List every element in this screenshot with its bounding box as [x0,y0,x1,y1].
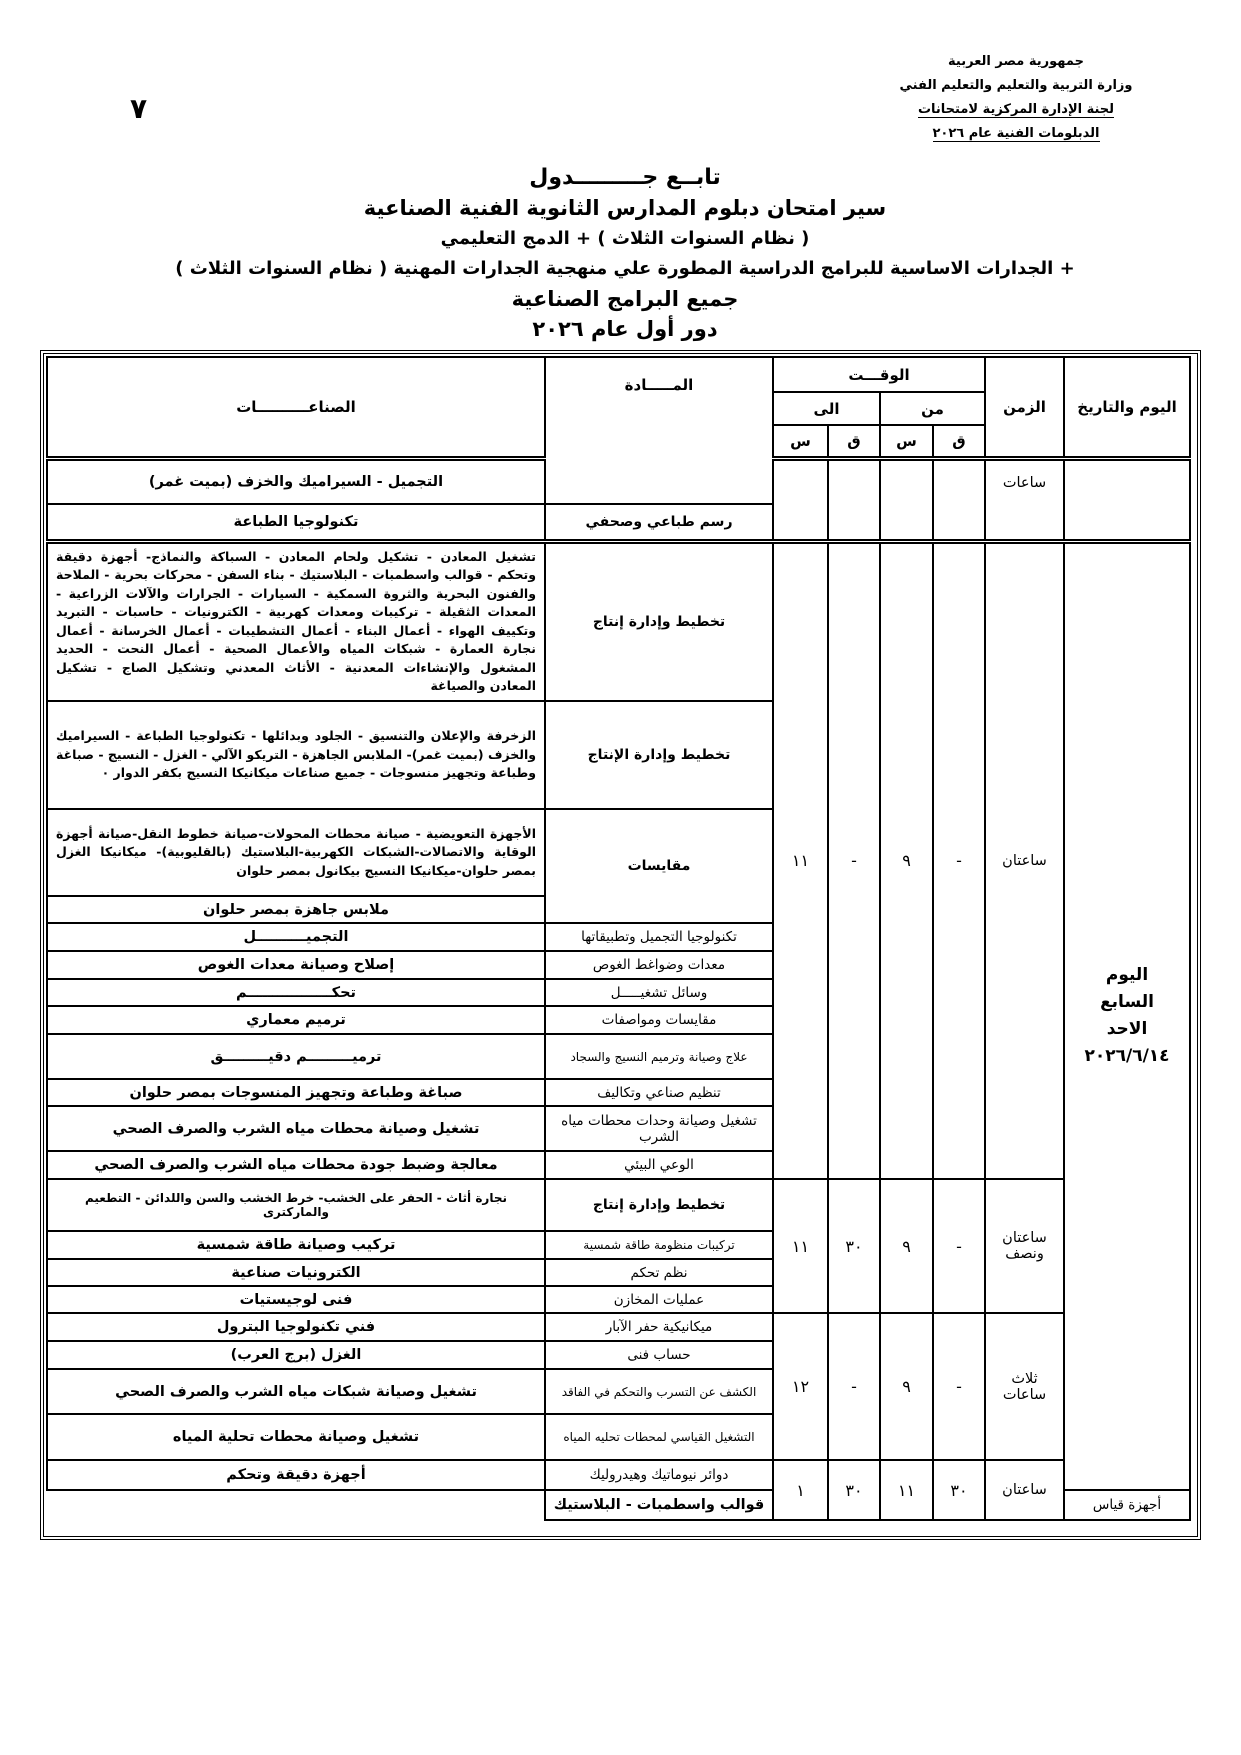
subject-cell: وسائل تشغيـــــل [545,979,773,1006]
industries-cell: الأجهزة التعويضية - صيانة محطات المحولات-صيانة خطوط النقل-صيانة أجهزة الوقاية والاتصالات-الشبكات الكهربية-البلاستيك (بالقليوبية)- ميكانيكا الغزل بمصر حلوان-ميكانيكا النسيج بيكانول بمصر حلوان [47,809,545,896]
industries-cell: تشغيل وصيانة محطات مياه الشرب والصرف الصحي [47,1106,545,1151]
subject-cell: الكشف عن التسرب والتحكم في الفاقد [545,1369,773,1414]
from-q-cell: - [933,1313,985,1460]
col-header-to-s: س [773,425,828,458]
to-s-cell: ١ [773,1460,828,1520]
day-label: اليوم [1105,965,1149,986]
industries-cell: تشغيل وصيانة شبكات مياه الشرب والصرف الصحي [47,1369,545,1414]
title-system: ( نظام السنوات الثلاث ) + الدمج التعليمي [440,228,810,249]
from-s-cell: ٩ [880,541,933,1179]
to-s-cell: ١٢ [773,1313,828,1460]
weekday: الاحد [1106,1019,1148,1040]
col-header-to: الى [773,392,880,425]
subject-cell: مقايسات ومواصفات [545,1006,773,1034]
industries-cell: صباغة وطباعة وتجهيز المنسوجات بمصر حلوان [47,1079,545,1106]
from-q-cell: - [933,541,985,1179]
subject-cell: تخطيط وإدارة إنتاج [545,541,773,701]
subject-cell: دوائر نيوماتيك وهيدروليك [545,1460,773,1490]
from-s-cell: ٩ [880,1179,933,1313]
to-s-cell: ١١ [773,1179,828,1313]
subject-cell: معدات وضواغط الغوص [545,951,773,979]
subject-cell: تكنولوجيا التجميل وتطبيقاتها [545,923,773,951]
duration-cell: ساعتان [985,541,1064,1179]
document-titles [150,162,1100,344]
subject-cell: تنظيم صناعي وتكاليف [545,1079,773,1106]
from-q-cell [933,458,985,541]
industries-cell: تركيب وصيانة طاقة شمسية [47,1231,545,1259]
to-q-cell [828,458,880,541]
industries-cell: التجميل - السيراميك والخزف (بميت غمر) [47,458,545,504]
duration-cell: ثلاث ساعات [985,1313,1064,1460]
from-q-cell: ٣٠ [933,1460,985,1520]
industries-cell: فنى لوجيستيات [47,1286,545,1313]
from-s-cell: ١١ [880,1460,933,1520]
col-header-duration: الزمن [985,357,1064,458]
industries-cell: الزخرفة والإعلان والتنسيق - الجلود وبدائلها - تكنولوجيا الطباعة - السيراميك والخزف (بميت غمر)- الملابس الجاهزة - التريكو الآلي - الغزل - النسيج - صباغة وطباعة وتجهيز منسوجات - جميع صناعات ميكانيكا النسيج بكفر الدوار ٠ [47,701,545,809]
col-header-to-q: ق [828,425,880,458]
industries-cell: تحكـــــــــــــــــم [47,979,545,1006]
day-ordinal: السابع [1100,992,1154,1013]
day-date-cell [1064,541,1190,1490]
subject-cell: مقايسات [545,809,773,923]
industries-cell: فني تكنولوجيا البترول [47,1313,545,1341]
subject-cell: التشغيل القياسي لمحطات تحليه المياه [545,1414,773,1460]
day-date-cell-empty [1064,458,1190,541]
col-header-time: الوقـــت [773,357,985,392]
subject-cell: تشغيل وصيانة وحدات محطات مياه الشرب [545,1106,773,1151]
industries-cell: ملابس جاهزة بمصر حلوان [47,896,545,923]
header-line-committee: لجنة الإدارة المركزية لامتحانات [917,102,1115,117]
subject-cell: تخطيط وإدارة إنتاج [545,1179,773,1231]
title-exam: سير امتحان دبلوم المدارس الثانوية الفنية الصناعية [363,196,887,220]
subject-cell: نظم تحكم [545,1259,773,1286]
title-round: دور أول عام ٢٠٢٦ [532,317,718,341]
to-q-cell: - [828,541,880,1179]
industries-cell: الكترونيات صناعية [47,1259,545,1286]
exam-date: ٢٠٢٦/٦/١٤ [1084,1046,1170,1067]
subject-cell: عمليات المخازن [545,1286,773,1313]
to-s-cell: ١١ [773,541,828,1179]
industries-cell: أجهزة دقيقة وتحكم [47,1460,545,1490]
duration-cell: ساعتان ونصف [985,1179,1064,1313]
col-header-subject: المـــــادة [545,357,773,504]
title-competencies: + الجدارات الاساسية للبرامج الدراسية المطورة علي منهجية الجدارات المهنية ( نظام السنوات الثلاث ) [175,258,1075,279]
title-continuation: تابــع جـــــــــدول [529,165,721,190]
to-s-cell [773,458,828,541]
col-header-from-s: س [880,425,933,458]
subject-cell: أجهزة قياس [1064,1490,1190,1520]
page-number: ٧ [130,92,148,125]
title-programs: جميع البرامج الصناعية [511,287,739,311]
industries-cell: الغزل (برج العرب) [47,1341,545,1369]
duration-cell: ساعات [985,458,1064,541]
header-line-ministry: وزارة التربية والتعليم والتعليم الفني [899,78,1133,93]
to-q-cell: ٣٠ [828,1460,880,1520]
duration-cell: ساعتان [985,1460,1064,1520]
col-header-day-date: اليوم والتاريخ [1064,357,1190,458]
to-q-cell: ٣٠ [828,1179,880,1313]
col-header-from: من [880,392,985,425]
subject-cell: الوعي البيئي [545,1151,773,1179]
to-q-cell: - [828,1313,880,1460]
from-s-cell: ٩ [880,1313,933,1460]
industries-cell: تكنولوجيا الطباعة [47,504,545,541]
industries-cell: قوالب واسطمبات - البلاستيك [545,1490,773,1520]
subject-cell: رسم طباعي وصحفي [545,504,773,541]
subject-cell: ميكانيكية حفر الآبار [545,1313,773,1341]
subject-cell: تركيبات منظومة طاقة شمسية [545,1231,773,1259]
industries-cell: ترميـــــــــم دقيـــــــــق [47,1034,545,1079]
from-s-cell [880,458,933,541]
industries-cell: معالجة وضبط جودة محطات مياه الشرب والصرف الصحي [47,1151,545,1179]
header-line-country: جمهورية مصر العربية [948,54,1084,69]
from-q-cell: - [933,1179,985,1313]
industries-cell: إصلاح وصيانة معدات الغوص [47,951,545,979]
col-header-from-q: ق [933,425,985,458]
industries-cell: نجارة أثاث - الحفر على الخشب- خرط الخشب والسن واللدائن - التطعيم والماركترى [47,1179,545,1231]
ministry-header [886,50,1146,146]
industries-cell: تشغيل وصيانة محطات تحلية المياه [47,1414,545,1460]
industries-cell: ترميم معماري [47,1006,545,1034]
subject-cell: حساب فنى [545,1341,773,1369]
subject-cell: علاج وصيانة وترميم النسيج والسجاد [545,1034,773,1079]
col-header-industries: الصناعــــــــــات [47,357,545,458]
industries-cell: تشغيل المعادن - تشكيل ولحام المعادن - السباكة والنماذج- أجهزة دقيقة وتحكم - قوالب واسطمبات - البلاستيك - بناء السفن - محركات بحرية - الملاحة والفنون البحرية والثروة السمكية - السيارات - الجرارات والآلات الزراعية - المعدات الثقيلة - تركيبات ومعدات كهربية - الكترونيات - حاسبات - التبريد وتكييف الهواء - أعمال البناء - أعمال التشطيبات - أعمال الخرسانة - أعمال نجارة العمارة - شبكات المياه والأعمال الصحية - أعمال النحت - الحديد المشغول والإنشاءات المعدنية - الأثاث المعدني وتشكيل الصاج - تشكيل المعادن والصياغة [47,541,545,701]
header-line-diplomas: الدبلومات الفنية عام ٢٠٢٦ [932,126,1100,141]
industries-cell: التجميــــــــــل [47,923,545,951]
exam-schedule-table [46,356,1191,1521]
subject-cell: تخطيط وإدارة الإنتاج [545,701,773,809]
